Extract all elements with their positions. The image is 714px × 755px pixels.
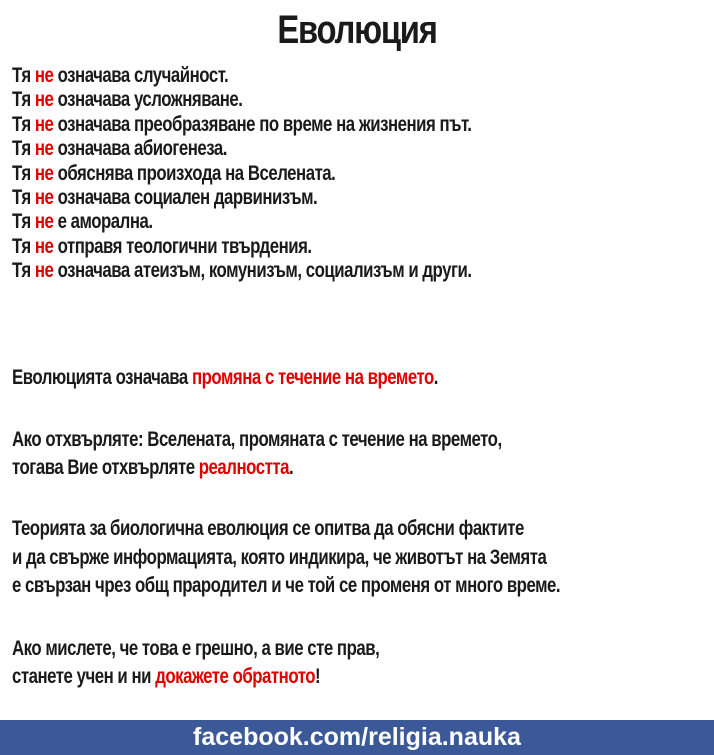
line-text: Тя [12,64,35,87]
negation-line [12,113,572,137]
rejection-line-2 [12,454,572,482]
highlight-phrase: реалността [198,456,289,479]
line-text: Тя [12,259,35,283]
line-text: ! [315,665,321,688]
rejection-line-1: Ако отхвърляте: Вселената, промяната с течение на времето, [12,428,502,451]
line-text: означава преобразяване по време на жизнения път. [53,112,472,136]
line-text: Тя [12,234,35,258]
line-text: Тя [12,210,35,234]
line-text: означава атеизъм, комунизъм, социализъм и други. [53,259,472,283]
theory-line: Теорията за биологична еволюция се опитва да обясни фактите [12,517,524,540]
line-text: Еволюцията означава [12,366,192,389]
line-text: Тя [12,137,35,161]
line-text: Тя [12,88,35,112]
highlight-word: не [34,112,54,136]
highlight-phrase: промяна с течение на времето [191,366,434,389]
line-text: Тя [12,161,35,185]
line-text: Тя [12,186,35,210]
line-text: . [288,456,294,479]
line-text: е аморална. [53,210,153,234]
footer-url-banner: facebook.com/religia.nauka [0,720,714,755]
line-text: тогава Вие отхвърляте [12,456,199,479]
highlight-word: не [34,259,54,283]
negation-line [12,259,572,283]
line-text: означава усложняване. [53,88,243,112]
theory-paragraph [12,515,712,601]
highlight-word: не [34,186,54,210]
highlight-word: не [34,210,54,234]
negation-line [12,88,572,112]
line-text: обяснява произхода на Вселената. [53,161,336,185]
highlight-word: не [34,88,54,112]
negation-line [12,186,572,210]
negations-list [12,64,712,284]
negation-line [12,235,572,259]
rejection-paragraph [12,426,712,482]
highlight-word: не [34,234,54,258]
line-text: станете учен и ни [12,665,156,688]
negation-line [12,162,572,186]
highlight-word: не [34,64,54,87]
definition-paragraph [12,366,712,390]
highlight-phrase: докажете обратното [155,665,316,688]
challenge-paragraph [12,635,712,691]
line-text: означава абиогенеза. [53,137,227,161]
highlight-word: не [34,161,54,185]
negation-line [12,210,572,234]
negation-line [12,137,572,161]
highlight-word: не [34,137,54,161]
definition-line [12,366,572,390]
line-text: Тя [12,112,35,136]
poster-title: Еволюция [277,8,437,52]
negation-line [12,64,572,88]
line-text: означава социален дарвинизъм. [53,186,318,210]
theory-line: е свързан чрез общ прародител и че той се променя от много време. [12,574,561,597]
line-text: . [433,366,438,389]
line-text: отправя теологични твърдения. [53,234,312,258]
challenge-line-2 [12,663,572,691]
line-text: означава случайност. [53,64,229,87]
theory-line: и да свърже информацията, която индикира, че животът на Земята [12,545,547,569]
challenge-line-1: Ако мислете, че това е грешно, а вие сте прав, [12,637,380,660]
